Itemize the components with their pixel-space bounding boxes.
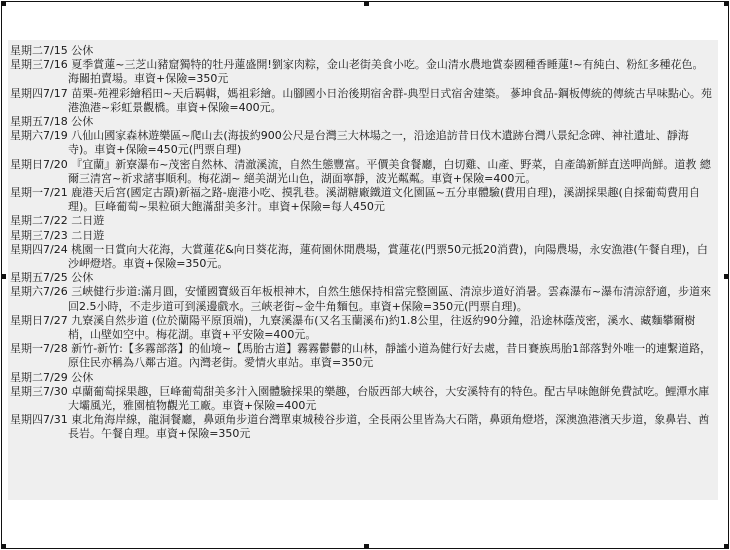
schedule-list [10, 44, 714, 442]
schedule-row-text: 星期二7/22 二日遊 [10, 214, 105, 228]
schedule-row [10, 271, 714, 285]
schedule-row-text: 星期三7/23 二日遊 [10, 228, 105, 242]
schedule-row [10, 58, 714, 86]
schedule-row-text: 星期日7/27 九寮溪自然步道 (位於蘭陽平原頂端)，九寮溪瀑布(又名玉蘭溪布)約1.8公里，往返約90分鐘，沿途林蔭茂密，溪水、藏麵攀爾樹梢，山壁如空中。梅花湖。車資+平安險=400元。 [10, 313, 696, 342]
schedule-row [10, 314, 714, 342]
schedule-row-text: 星期六7/19 八仙山國家森林遊樂區~爬山去(海拔約900公尺是台灣三大林場之一，沿途追訪昔日伐木遺跡台灣八景紀念碑、神社遺址、靜海寺)。車資+保險=450元(門票自理) [10, 129, 689, 157]
schedule-row-text: 星期四7/17 苗栗-苑裡彩繪稻田~天后羁輯，媽祖彩繪。山腳國小日治後期宿舍群-典型日式宿舍建築。 蔘坤食品-鋼板傳統的傳統古早味點心。苑港漁港~彩虹景觀橋。車資+保險=400元。 [10, 86, 712, 114]
schedule-row-text: 星期三7/30 卓蘭葡萄採果趣，巨峰葡萄甜美多汁入園體驗採果的樂趣，台版西部大峽谷，大安溪特有的特色。配古早味飽餅免費試吃。鯉潭水庫大壩風光，雅園植物觀光工廠。車資+保險=400元 [10, 384, 710, 413]
corner-mark [1, 1, 6, 6]
schedule-row [10, 229, 714, 243]
schedule-row [10, 158, 714, 186]
schedule-row-text: 星期六7/26 三峽健行步道:滿月圓，安懂國寶級百年板根神木，自然生態保持相當完整園區、清涼步道好消暑。雲森瀑布~瀑布清涼舒適，步道來回2.5小時，不走步道可到溪邊戲水。三峽老街~金牛角麵包。車資+保險=350元(門票自理)。 [10, 285, 712, 313]
corner-mark [724, 1, 729, 6]
schedule-row-text: 星期日7/20 『宜蘭』新寮瀑布~茂密自然林、清澈溪流，自然生態豐富。平價美食餐廳，白切雞、山產、野菜，自產鴿新鮮直送呷尚鮮。道教 總爾三清宮~祈求諸事順利。梅花湖~ 絕美湖光山色，湖面寧靜，波光粼粼。車資+保險=400元。 [10, 157, 711, 185]
schedule-row [10, 413, 714, 441]
schedule-row-text: 星期三7/16 夏季賞蓮~三芝山豬窟獨特的牡丹蓮盛開!劉家肉粽，金山老街美食小吃。金山清水農地賞泰國種香睡蓮!~有純白、粉紅多種花色。海關拍賣場。車資+保險=350元 [10, 58, 704, 86]
schedule-row [10, 129, 714, 157]
schedule-row [10, 115, 714, 129]
corner-mark [1, 544, 6, 549]
schedule-row [10, 214, 714, 228]
schedule-row-text: 星期一7/28 新竹-新竹:【多霧部落】的仙境~【馬胎古道】霧霧鬱鬱的山林，靜謐小道為健行好去處，昔日賽族馬胎1部落對外唯一的連繫道路，原住民亦稱為八鄰古道。內灣老街。愛情火車站。車資=350元 [10, 342, 712, 370]
schedule-row-text: 星期五7/18 公休 [10, 115, 94, 129]
schedule-row-text: 星期一7/21 鹿港天后宮(國定古蹟)新福之路-鹿港小吃、摸乳巷。溪湖糖廠鐵道文化園區~五分車體驗(費用自理)，溪湖採果趣(自採葡萄費用自理)。巨峰葡萄~果粒碩大飽滿甜美多汁。車資+保險=每人450元 [10, 186, 700, 214]
corner-mark [364, 544, 369, 549]
schedule-row-text: 星期四7/31 東北角海岸線，龍洞餐廳，鼻頭角步道台灣單東城稜谷步道，全長兩公里皆為大石階，鼻頭角燈塔，深澳漁港濱天步道，象鼻岩、酋長岩。午餐自理。車資+保險=350元 [10, 413, 710, 441]
schedule-row [10, 44, 714, 58]
corner-mark [364, 1, 369, 6]
schedule-row-text: 星期二7/15 公休 [10, 44, 94, 57]
schedule-row [10, 371, 714, 385]
schedule-row-text: 星期四7/24 桃園一日賞向大花海，大賞蓮花&向日葵花海，蓮荷園休閒農場，賞蓮花(門票50元抵20消費)，向陽農場，永安漁港(午餐自理)，白沙岬燈塔。車資+保險=350元。 [10, 242, 708, 271]
corner-mark [1, 274, 6, 279]
schedule-row [10, 342, 714, 370]
schedule-row [10, 285, 714, 313]
schedule-row-text: 星期五7/25 公休 [10, 271, 94, 285]
schedule-row [10, 385, 714, 413]
schedule-row-text: 星期二7/29 公休 [10, 370, 94, 384]
schedule-row [10, 186, 714, 214]
corner-mark [724, 274, 729, 279]
schedule-row [10, 243, 714, 271]
corner-mark [724, 544, 729, 549]
schedule-row [10, 87, 714, 115]
